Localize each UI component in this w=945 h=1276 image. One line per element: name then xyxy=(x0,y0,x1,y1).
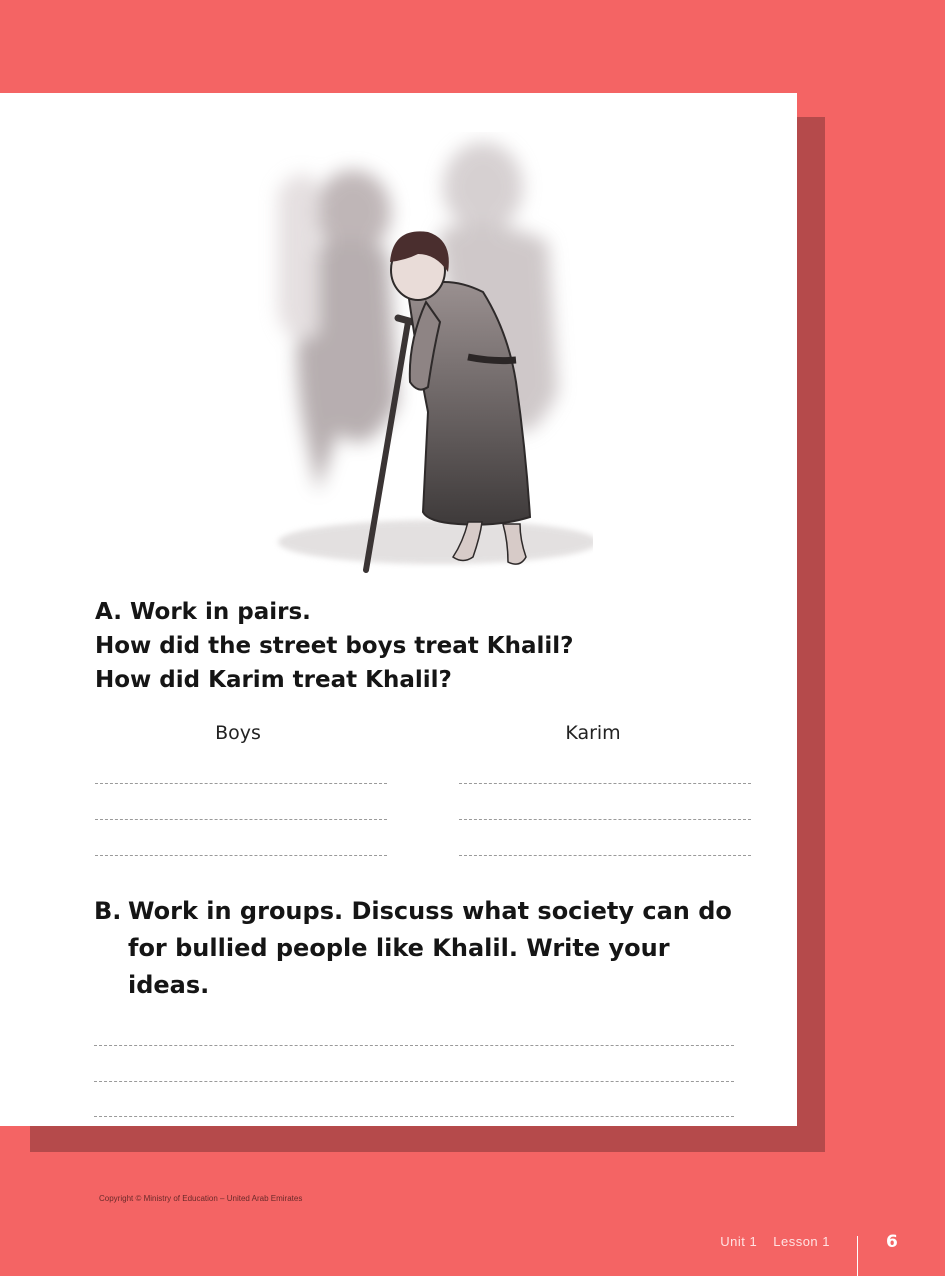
footer-lesson: Lesson 1 xyxy=(773,1234,830,1249)
section-a-line: A. Work in pairs. xyxy=(95,599,311,625)
copyright-notice: Copyright © Ministry of Education – United Arab Emirates xyxy=(99,1194,303,1203)
footer-unit-lesson xyxy=(720,1234,830,1249)
boy-on-crutch-illustration xyxy=(258,132,593,587)
column-header-karim: Karim xyxy=(565,722,621,744)
answer-line-ideas[interactable] xyxy=(94,1116,734,1117)
answer-line-ideas[interactable] xyxy=(94,1081,734,1082)
section-b-text: Work in groups. Discuss what society can do for bullied people like Khalil. Write your ideas. xyxy=(128,897,732,999)
answer-line-boys[interactable] xyxy=(95,783,387,784)
footer-unit: Unit 1 xyxy=(720,1234,758,1249)
page-number: 6 xyxy=(886,1232,898,1252)
answer-line-karim[interactable] xyxy=(459,855,751,856)
section-b-label: B. xyxy=(94,897,122,925)
column-header-boys: Boys xyxy=(215,722,261,744)
answer-line-ideas[interactable] xyxy=(94,1045,734,1046)
answer-line-boys[interactable] xyxy=(95,855,387,856)
answer-line-karim[interactable] xyxy=(459,819,751,820)
section-b-instructions xyxy=(94,893,754,1004)
section-a-question-karim: How did Karim treat Khalil? xyxy=(95,667,452,693)
answer-line-boys[interactable] xyxy=(95,819,387,820)
answer-line-karim[interactable] xyxy=(459,783,751,784)
section-a-instructions xyxy=(95,595,775,697)
footer-divider xyxy=(857,1236,858,1276)
section-a-question-boys: How did the street boys treat Khalil? xyxy=(95,633,574,659)
